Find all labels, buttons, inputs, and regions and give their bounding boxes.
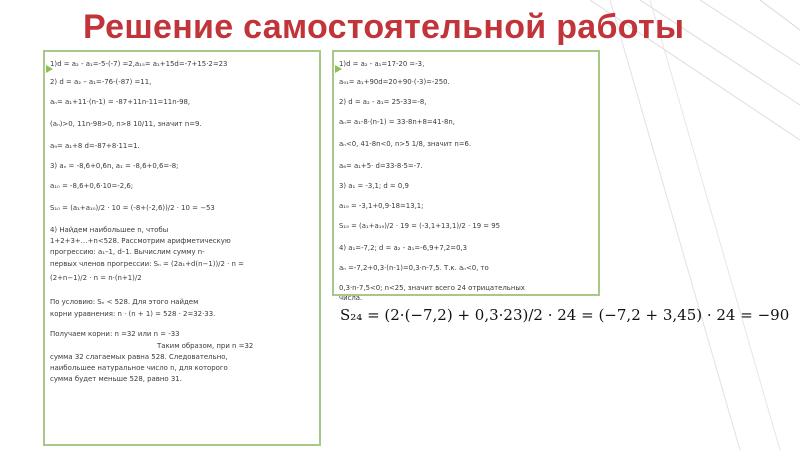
sum-formula: S₂₄ = (2·(−7,2) + 0,3·23)/2 · 24 = (−7,2 + 3,45) · 24 = −90	[340, 306, 790, 324]
left-line-17: Таким образом, при n =32	[157, 342, 254, 350]
left-line-14: По условию: Sₙ < 528. Для этого найдем	[50, 298, 199, 306]
right-line-8: a₁₉ = -3,1+0,9·18=13,1;	[339, 202, 424, 210]
right-line-11: aₙ =-7,2+0,3·(n-1)=0,3·n-7,5. Т.к. aₙ<0, то	[339, 264, 489, 272]
left-line-12: первых членов прогрессии: Sₙ = (2a₁+d(n−1))/2 · n =	[50, 260, 244, 268]
left-line-13: (2+n−1)/2 · n = n·(n+1)/2	[50, 274, 142, 282]
left-line-6: 3) aₙ = -8,6+0,6n, a₁ = -8,6+0,6=-8;	[50, 162, 179, 170]
right-line-6: a₆= a₁+5· d=33-8·5=-7.	[339, 162, 423, 170]
left-line-20: сумма будет меньше 528, равно 31.	[50, 375, 182, 383]
right-line-2: a₉₁= a₁+90d=20+90·(-3)=-250.	[339, 78, 450, 86]
right-line-3: 2) d = a₂ - a₁= 25-33=-8,	[339, 98, 427, 106]
left-line-9: 4) Найдем наибольшее n, чтобы	[50, 226, 169, 234]
left-line-10: 1+2+3+…+n<528. Рассмотрим арифметическую	[50, 237, 231, 245]
right-solution-panel	[332, 50, 600, 302]
right-line-9: S₁₉ = (a₁+a₁₉)/2 · 19 = (-3,1+13,1)/2 · 19 = 95	[339, 222, 501, 230]
left-line-2: 2) d = a₂ – a₁=-76-(-87) =11,	[50, 78, 152, 86]
left-line-19: наибольшее натуральное число n, для которого	[50, 364, 228, 372]
left-line-8: S₁₀ = (a₁+a₁₀)/2 · 10 = (-8+(-2,6))/2 · 10 = −53	[50, 204, 215, 212]
left-line-1: 1)d = a₂ - a₁=-5-(-7) =2,a₁₅= a₁+15d=-7+15·2=23	[50, 60, 228, 68]
right-line-12: 0,3·n-7,5<0; n<25, значит всего 24 отрицательных	[339, 284, 525, 292]
left-line-3: aₙ= a₁+11·(n-1) = -87+11n-11=11n-98,	[50, 98, 191, 106]
left-line-4: (aₙ)>0, 11n-98>0, n>8 10/11, значит n=9.	[50, 120, 202, 128]
left-line-5: a₉= a₁+8 d=-87+8·11=1.	[50, 142, 140, 150]
left-line-7: a₁₀ = -8,6+0,6·10=-2,6;	[50, 182, 134, 190]
left-line-16: Получаем корни: n =32 или n = -33	[50, 330, 180, 338]
left-line-11: прогрессию: a₁–1, d–1. Вычислим сумму n-	[50, 248, 205, 256]
left-solution-panel	[43, 50, 321, 446]
right-line-13: числа.	[339, 294, 363, 302]
right-bullet-icon	[335, 65, 342, 73]
left-bullet-icon	[46, 65, 53, 73]
page-title: Решение самостоятельной работы	[83, 8, 685, 46]
left-line-15: корни уравнения: n · (n + 1) = 528 · 2=32·33.	[50, 310, 216, 318]
right-line-1: 1)d = a₂ - a₁=17-20 =-3,	[339, 60, 425, 68]
right-line-5: aₙ<0, 41-8n<0, n>5 1/8, значит n=6.	[339, 140, 472, 148]
right-line-4: aₙ= a₁-8·(n-1) = 33-8n+8=41-8n,	[339, 118, 455, 126]
right-line-7: 3) a₁ = -3,1; d = 0,9	[339, 182, 409, 190]
right-line-10: 4) a₁=-7,2; d = a₂ - a₁=-6,9+7,2=0,3	[339, 244, 468, 252]
left-line-18: сумма 32 слагаемых равна 528. Следовательно,	[50, 353, 228, 361]
